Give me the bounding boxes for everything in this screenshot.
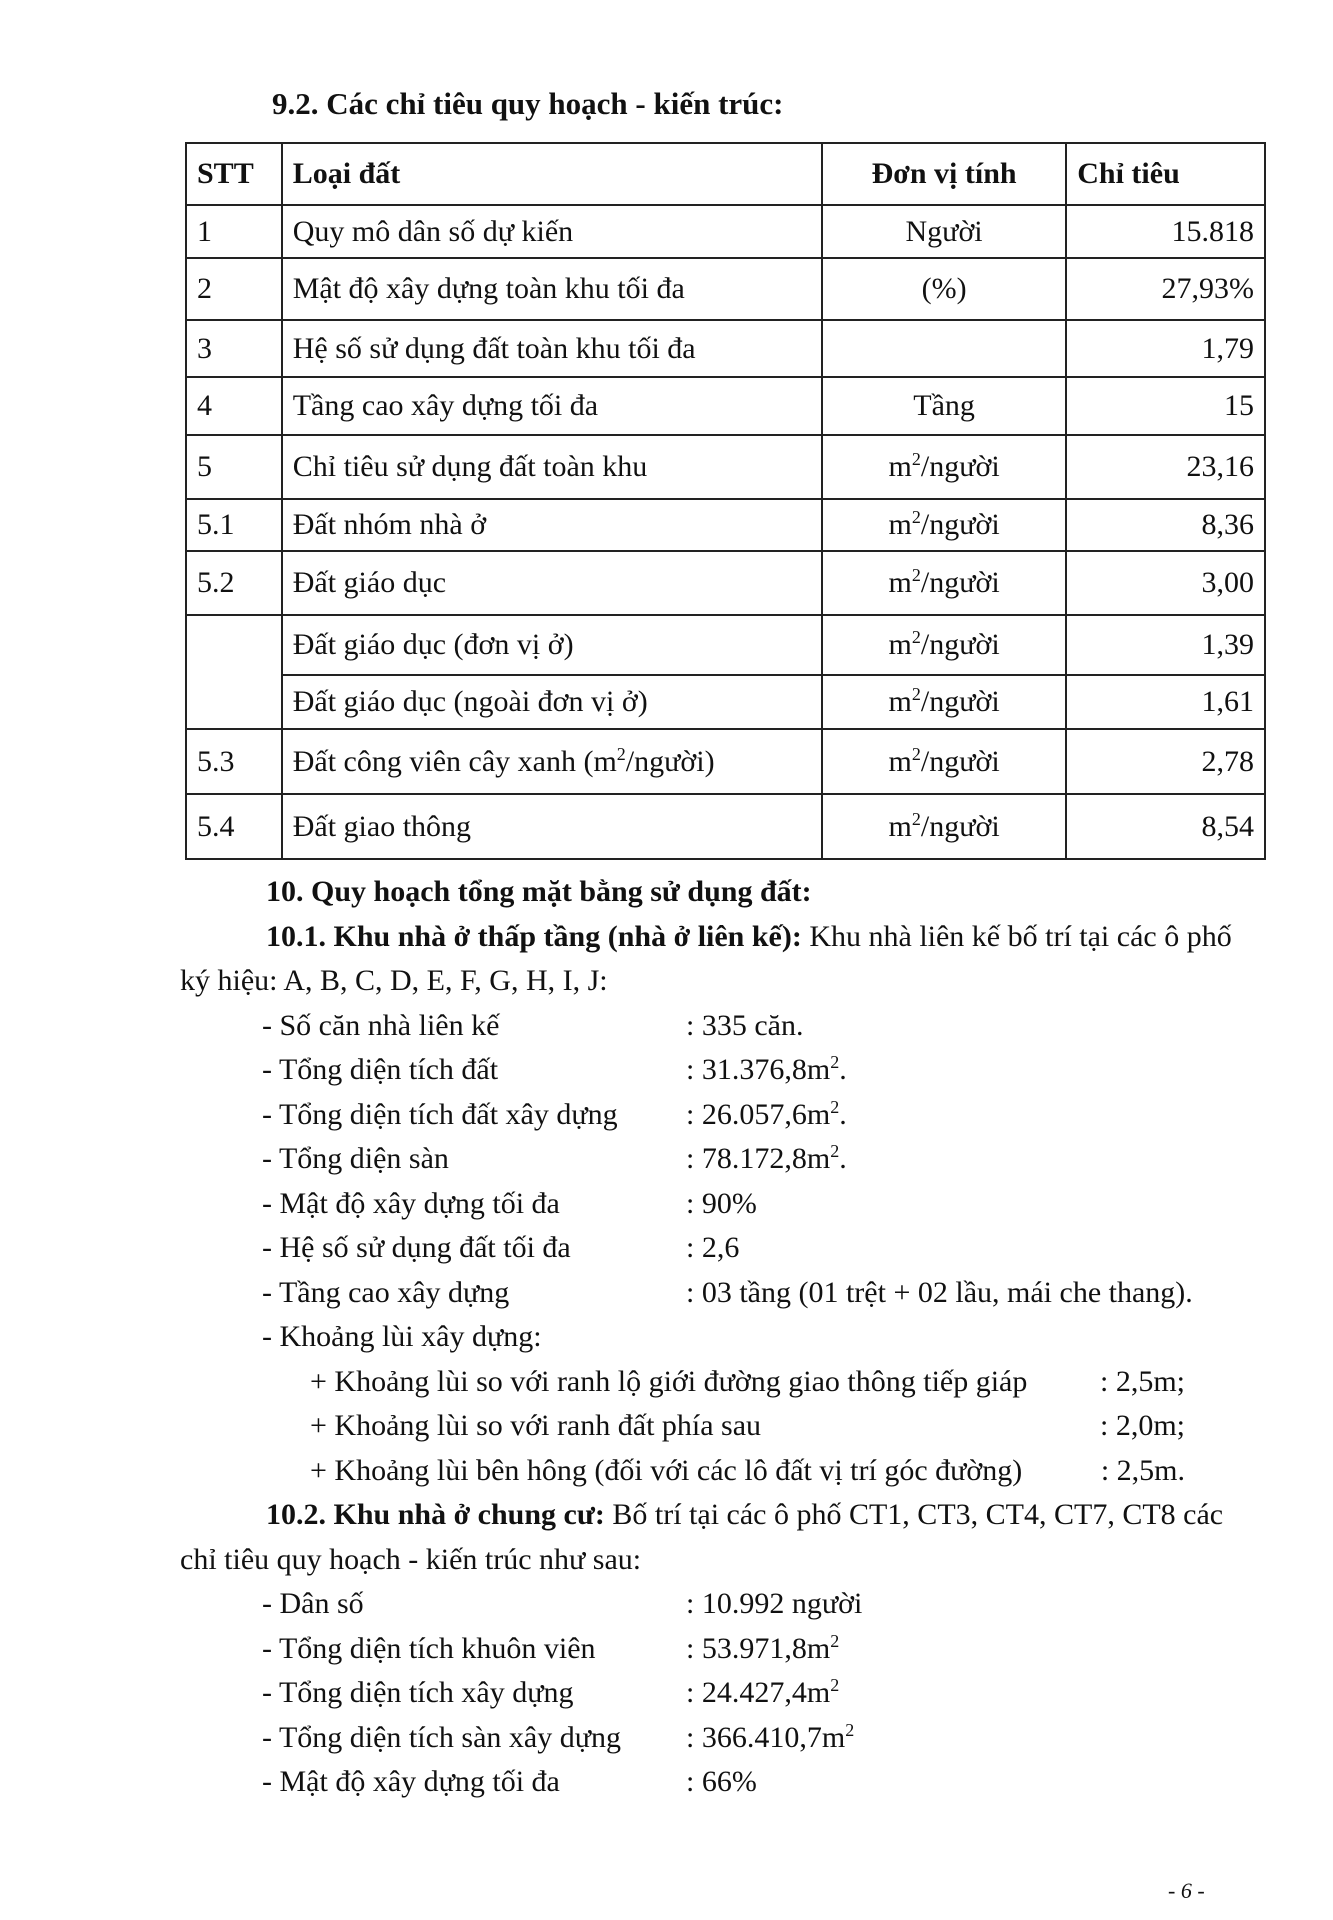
table-row [186, 205, 1265, 258]
item-label: - Tổng diện tích đất [262, 1053, 499, 1086]
paragraph-10-2 [0, 1493, 1333, 1582]
table-row [186, 675, 1265, 729]
section-heading-9-2: 9.2. Các chỉ tiêu quy hoạch - kiến trúc: [272, 86, 784, 121]
intro-10-1: Khu nhà liên kế bố trí tại các ô phố ký hiệu: A, B, C, D, E, F, G, H, I, J: [180, 919, 1232, 997]
table-row [186, 729, 1265, 794]
setback-item [0, 1360, 1333, 1405]
list-item [0, 1226, 1333, 1271]
cell-unit: $m^2$/người [822, 675, 1066, 729]
item-value: : $366.410,7m^2$ [686, 1719, 855, 1754]
item-label: - Tổng diện sàn [262, 1142, 449, 1175]
item-value: : $31.376,8m^2$. [686, 1052, 847, 1086]
list-item [0, 1048, 1333, 1093]
item-label: - Tổng diện tích đất xây dựng [262, 1097, 618, 1131]
cell-value: 15.818 [1066, 205, 1265, 258]
cell-stt: 5.2 [186, 551, 282, 615]
cell-land-type: Tầng cao xây dựng tối đa [282, 377, 822, 435]
table-row [186, 499, 1265, 551]
table-body [186, 205, 1265, 859]
list-item [0, 1004, 1333, 1049]
header-stt: STT [186, 143, 282, 205]
setback-value: : 2,5m. [1100, 1453, 1185, 1487]
item-value: : 90% [686, 1186, 757, 1220]
paragraph-10-1 [0, 915, 1333, 1004]
cell-unit: (%) [822, 258, 1066, 320]
list-item [0, 1627, 1333, 1672]
cell-unit: Người [822, 205, 1066, 258]
item-value: : $78.172,8m^2$. [686, 1141, 847, 1175]
cell-stt: 5 [186, 435, 282, 499]
item-value: : 2,6 [686, 1231, 740, 1264]
cell-unit: Tầng [822, 377, 1066, 435]
list-item [0, 1182, 1333, 1227]
heading-10-1: 10.1. Khu nhà ở thấp tầng (nhà ở liên kế): [266, 919, 802, 953]
cell-stt: 3 [186, 320, 282, 377]
cell-land-type: Quy mô dân số dự kiến [282, 205, 822, 258]
item-label: - Tổng diện tích khuôn viên [262, 1631, 596, 1665]
setback-value: : 2,5m; [1099, 1364, 1185, 1398]
table-row [186, 551, 1265, 615]
setback-label: + Khoảng lùi so với ranh đất phía sau [310, 1409, 762, 1442]
item-value: : $53.971,8m^2$ [686, 1630, 840, 1665]
item-value: : 66% [686, 1765, 757, 1798]
setback-item [0, 1449, 1333, 1494]
table-row [186, 258, 1265, 320]
item-label: - Tổng diện tích sàn xây dựng [262, 1720, 621, 1754]
cell-stt: 1 [186, 205, 282, 258]
list-item [0, 1093, 1333, 1138]
cell-land-type: Đất giáo dục [282, 551, 822, 615]
list-item [0, 1716, 1333, 1761]
cell-stt: 2 [186, 258, 282, 320]
cell-value: 8,36 [1066, 499, 1265, 551]
item-label: - Hệ số sử dụng đất tối đa [262, 1231, 571, 1264]
cell-unit [822, 320, 1066, 377]
list-item [0, 1582, 1333, 1627]
cell-unit: $m^2$/người [822, 729, 1066, 794]
item-value: : $24.427,4m^2$ [686, 1675, 840, 1709]
cell-value: 27,93% [1066, 258, 1265, 320]
table-header-row [186, 143, 1265, 205]
item-value: : 335 căn. [686, 1008, 804, 1042]
cell-stt: 4 [186, 377, 282, 435]
planning-indicators-table [185, 142, 1266, 860]
item-value: : 10.992 người [686, 1587, 863, 1620]
header-indicator: Chỉ tiêu [1066, 143, 1265, 205]
item-label: - Mật độ xây dựng tối đa [262, 1186, 560, 1220]
item-label: - Tầng cao xây dựng [262, 1275, 510, 1309]
cell-unit: $m^2$/người [822, 794, 1066, 859]
item-value: : $26.057,6m^2$. [686, 1096, 847, 1131]
cell-land-type: Hệ số sử dụng đất toàn khu tối đa [282, 320, 822, 377]
cell-unit: $m^2$/người [822, 551, 1066, 615]
table-row [186, 320, 1265, 377]
list-item [0, 1271, 1333, 1316]
setback-label: + Khoảng lùi so với ranh lộ giới đường giao thông tiếp giáp [310, 1364, 1028, 1398]
header-land-type: Loại đất [282, 143, 822, 205]
cell-value: 1,39 [1066, 615, 1265, 675]
cell-land-type: Chỉ tiêu sử dụng đất toàn khu [282, 435, 822, 499]
list-item [0, 1760, 1333, 1805]
item-label: - Tổng diện tích xây dựng [262, 1676, 574, 1709]
table-row [186, 435, 1265, 499]
item-label: - Mật độ xây dựng tối đa [262, 1765, 560, 1798]
setback-item [0, 1404, 1333, 1449]
cell-value: 23,16 [1066, 435, 1265, 499]
list-item [0, 1315, 1333, 1360]
list-item [0, 1671, 1333, 1716]
item-label: - Dân số [262, 1587, 364, 1620]
cell-unit: $m^2$/người [822, 499, 1066, 551]
table-row [186, 794, 1265, 859]
section-10 [0, 870, 1333, 1805]
cell-land-type: Đất giáo dục (ngoài đơn vị ở) [282, 675, 822, 729]
item-value: : 03 tầng (01 trệt + 02 lầu, mái che thang). [686, 1275, 1193, 1309]
cell-stt: 5.3 [186, 729, 282, 794]
heading-10-2: 10.2. Khu nhà ở chung cư: [266, 1498, 605, 1531]
cell-land-type: Đất nhóm nhà ở [282, 499, 822, 551]
item-label: - Số căn nhà liên kế [262, 1008, 500, 1042]
setback-label: + Khoảng lùi bên hông (đối với các lô đất vị trí góc đường) [310, 1453, 1023, 1487]
cell-stt-merged [186, 615, 282, 729]
table-row [186, 377, 1265, 435]
section-heading-10: 10. Quy hoạch tổng mặt bằng sử dụng đất: [266, 875, 812, 908]
cell-stt: 5.1 [186, 499, 282, 551]
cell-value: 2,78 [1066, 729, 1265, 794]
page-number: - 6 - [1168, 1878, 1205, 1903]
setback-value: : 2,0m; [1099, 1409, 1185, 1442]
cell-unit: $m^2$/người [822, 435, 1066, 499]
intro-10-2: Bố trí tại các ô phố CT1, CT3, CT4, CT7, CT8 các chỉ tiêu quy hoạch - kiến trúc như sau: [180, 1498, 1224, 1576]
header-unit: Đơn vị tính [822, 143, 1066, 205]
cell-value: 3,00 [1066, 551, 1265, 615]
cell-stt: 5.4 [186, 794, 282, 859]
table-row [186, 615, 1265, 675]
cell-land-type: Đất công viên cây xanh $(m^2/người)$ [282, 729, 822, 794]
list-item [0, 1137, 1333, 1182]
cell-value: 15 [1066, 377, 1265, 435]
cell-unit: $m^2$/người [822, 615, 1066, 675]
cell-value: 1,79 [1066, 320, 1265, 377]
cell-land-type: Đất giáo dục (đơn vị ở) [282, 615, 822, 675]
cell-value: 1,61 [1066, 675, 1265, 729]
item-label: - Khoảng lùi xây dựng: [262, 1320, 542, 1353]
cell-value: 8,54 [1066, 794, 1265, 859]
cell-land-type: Đất giao thông [282, 794, 822, 859]
cell-land-type: Mật độ xây dựng toàn khu tối đa [282, 258, 822, 320]
